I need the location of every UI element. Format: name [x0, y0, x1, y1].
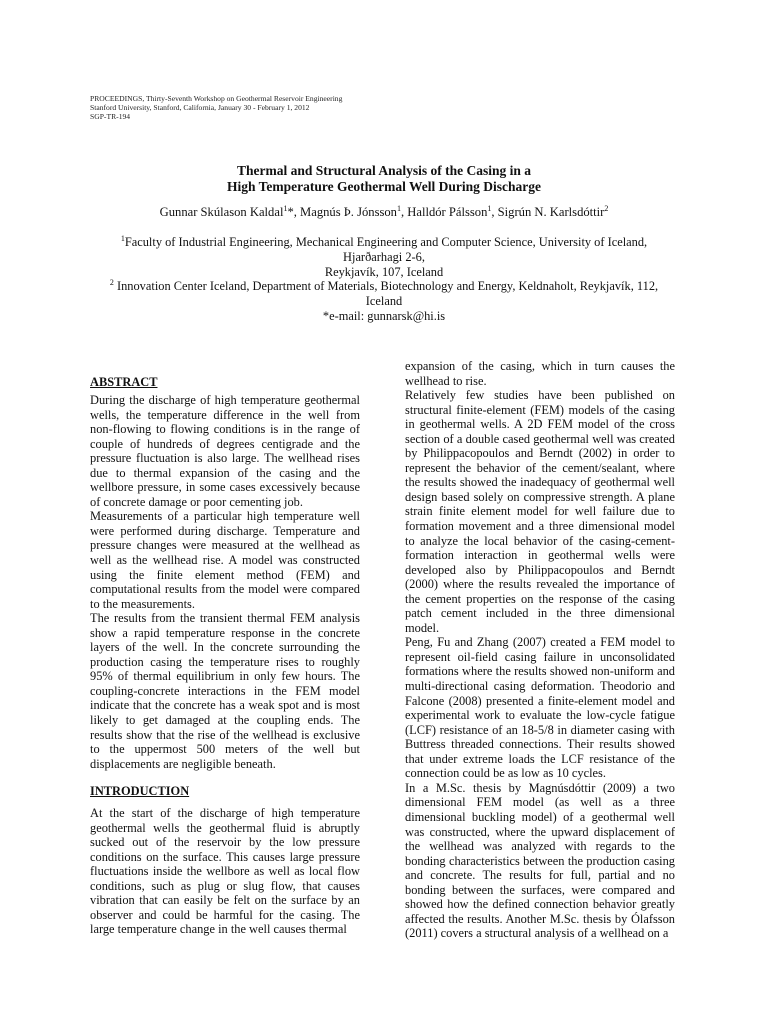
author-4-affiliation: 2 [604, 203, 609, 213]
proceedings-line-2: Stanford University, Stanford, California, January 30 - February 1, 2012 [90, 103, 310, 112]
right-paragraph-4: In a M.Sc. thesis by Magnúsdóttir (2009) a two dimensional FEM model (as well as a three dimensional buckling model) of a geothermal well was constructed, where the upward displacement of the wellhead was analyzed with regards to the bonding characteristics between the production casing and concrete. The results for full, partial and no bonding between the surfaces, were compared and showed how the defined connection behavior greatly affected the results. Another M.Sc. thesis by Ólafsson (2011) covers a structural analysis of a wellhead on a [405, 780, 675, 941]
affiliation-2-line-2: Iceland [365, 294, 403, 309]
right-paragraph-1: expansion of the casing, which in turn causes the wellhead to rise. [405, 359, 675, 388]
author-2-name: Magnús Þ. Jónsson [300, 205, 397, 219]
right-paragraph-2: Relatively few studies have been published on structural finite-element (FEM) models of the casing in geothermal wells. A 2D FEM model of the cross section of a double cased geothermal well was created by Philippacopoulos and Berndt (2002) in order to represent the behavior of the cement/sealant, where the results showed the inadequacy of geothermal well design based solely on compressive strength. A plane strain finite element model for well failure due to formation movement and a three dimensional model to analyze the local behavior of the casing-cement-formation interaction in geothermal wells were developed also by Philippacopoulos and Berndt (2000) where the results revealed the importance of the cement properties on the response of the casing patch cement included in the three dimensional model. [405, 388, 675, 635]
affiliation-1-line-2: Hjarðarhagi 2-6, [343, 249, 425, 264]
author-separator: , [491, 205, 498, 219]
paper-title-line-2: High Temperature Geothermal Well During Discharge [226, 179, 542, 194]
affiliation-1-line-1 [96, 235, 672, 250]
contact-email: *e-mail: gunnarsk@hi.is [322, 308, 446, 323]
introduction-paragraph-1: At the start of the discharge of high temperature geothermal wells the geothermal fluid is abruptly sucked out of the reservoir by the low pressure conditions on the surface. This causes large pressure fluctuations inside the wellbore as well as local flow conditions, such as plug or slug flow, that causes vibration that can easily be felt on the surface by an observer and could be harmful for the casing. The large temperature change in the well causes thermal [90, 806, 360, 937]
paper-title-line-1: Thermal and Structural Analysis of the Casing in a [236, 163, 532, 178]
abstract-heading: ABSTRACT [90, 375, 158, 389]
affiliations [96, 235, 672, 324]
author-1-affiliation: 1 [283, 203, 288, 213]
abstract-body [90, 393, 360, 771]
proceedings-line-3: SGP-TR-194 [90, 112, 131, 121]
author-1-name: Gunnar Skúlason Kaldal [159, 205, 284, 219]
abstract-paragraph-1: During the discharge of high temperature geothermal wells, the temperature difference in the well from non-flowing to flowing conditions is in the range of couple of hundreds of degrees centigrade and the pressure fluctuation is also large. The wellhead rises due to thermal expansion of the casing and the wellbore pressure, in some cases excessively because of concrete damage or poor cementing job. [90, 393, 360, 509]
paper-title [0, 163, 768, 195]
author-4-name: Sigrún N. Karlsdóttir [497, 205, 605, 219]
author-2-affiliation: 1 [396, 203, 401, 213]
author-list [0, 205, 768, 220]
introduction-body [90, 806, 360, 937]
author-3-affiliation: 1 [487, 203, 492, 213]
affiliation-2-text: Innovation Center Iceland, Department of Materials, Biotechnology and Energy, Keldnaholt, Reykjavík, 112, [113, 279, 659, 294]
right-paragraph-3: Peng, Fu and Zhang (2007) created a FEM model to represent oil-field casing failure in unconsolidated formations where the results showed non-uniform and multi-directional casing deformation. Theodorio and Falcone (2008) presented a finite-element model and experimental work to evaluate the low-cycle fatigue (LCF) resistance of an 18-5/8 in diameter casing with Buttress threaded connections. Their results showed that under extreme loads the LCF resistance of the connection could be as low as 10 cycles. [405, 635, 675, 781]
right-column [405, 359, 675, 941]
proceedings-line-1: PROCEEDINGS, Thirty-Seventh Workshop on Geothermal Reservoir Engineering [90, 94, 343, 103]
author-separator: , [400, 205, 408, 219]
affiliation-2-number: 2 [109, 278, 114, 288]
affiliation-2-line-1 [96, 279, 672, 294]
introduction-heading: INTRODUCTION [90, 784, 190, 798]
author-1-mark: *, [287, 205, 301, 219]
affiliation-1-line-3: Reykjavík, 107, Iceland [324, 264, 444, 279]
abstract-paragraph-2: Measurements of a particular high temperature well were performed during discharge. Temperature and pressure changes were measured at the wellhead as well as the wellhead rise. A model was constructed using the finite element method (FEM) and computational results from the model were compared to the measurements. [90, 509, 360, 611]
abstract-paragraph-3: The results from the transient thermal FEM analysis show a rapid temperature response in the concrete layers of the well. In the concrete surrounding the production casing the temperature rises to roughly 95% of thermal equilibrium in only few hours. The coupling-concrete interactions in the FEM model indicate that the concrete has a weak spot and is most likely to get damaged at the coupling ends. The results show that the rise of the wellhead is exclusive to the uppermost 500 meters of the well but displacements are negligible beneath. [90, 611, 360, 771]
affiliation-1-text: Faculty of Industrial Engineering, Mechanical Engineering and Computer Science, University of Iceland, [124, 235, 648, 249]
author-3-name: Halldór Pálsson [407, 205, 488, 219]
affiliation-1-number: 1 [120, 233, 125, 243]
proceedings-header [90, 94, 342, 121]
